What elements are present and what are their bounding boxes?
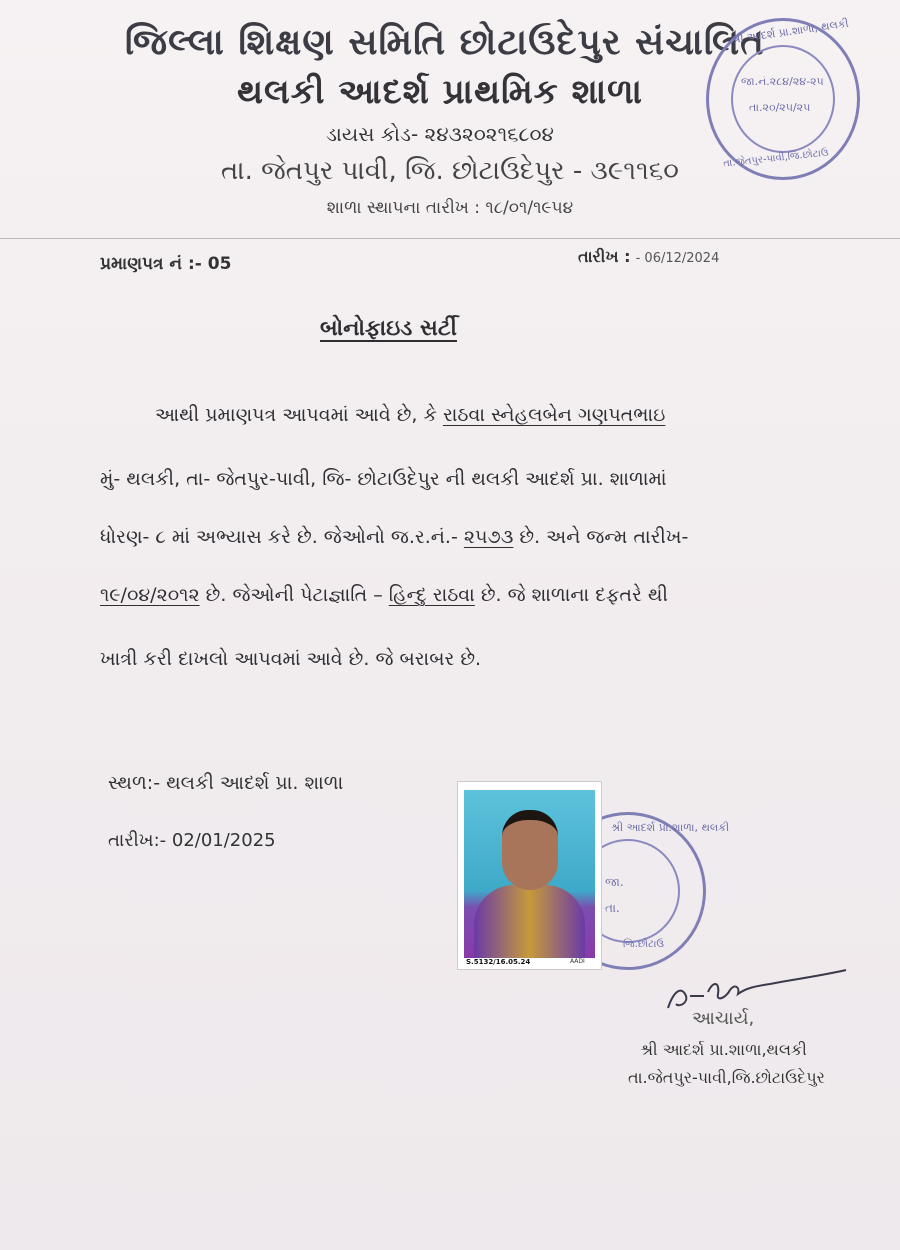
body-line-4 (100, 584, 820, 606)
stamp-date: તા. (605, 901, 620, 915)
date-of-birth: ૧૯/૦૪/૨૦૧૨ (100, 584, 200, 606)
issue-date: તારીખ:- 02/01/2025 (108, 830, 276, 851)
stamp-date: તા.૨૦/૨૫/૨૫ (749, 101, 811, 114)
stamp-inner-ring (731, 45, 835, 153)
photo-figure-face (502, 810, 558, 890)
body-line-3-text-b: છે. અને જન્મ તારીખ- (513, 526, 689, 548)
certificate-number (100, 254, 231, 274)
stamp-number: જા.નં.૨૮૪/૨૪-૨૫ (741, 75, 824, 88)
photo-caption: S.5132/16.05.24 (466, 958, 531, 966)
certificate-number-value: 05 (207, 254, 232, 274)
school-stamp-top (706, 18, 860, 180)
student-photo (457, 781, 602, 970)
certificate-date (578, 247, 719, 267)
issue-place: સ્થળ:- થલકી આદર્શ પ્રા. શાળા (108, 772, 344, 794)
sub-caste: હિન્દુ રાઠવા (388, 584, 475, 606)
certificate-date-label: તારીખ : (578, 247, 631, 266)
signatory-school: શ્રી આદર્શ પ્રા.શાળા,થલકી (640, 1040, 807, 1059)
stamp-bottom-text: તા.જેતપુર-પાવી,જિ.છોટાઉ (722, 147, 830, 170)
stamp-bottom-text: જિ.છોટાઉ (623, 939, 664, 950)
body-line-3 (100, 526, 820, 548)
dise-code: ડાયસ કોડ- ૨૪૩૨૦૨૧૬૮૦૪ (326, 122, 554, 146)
school-name: થલકી આદર્શ પ્રાથમિક શાળા (236, 72, 644, 112)
school-address: તા. જેતપુર પાવી, જિ. છોટાઉદેપુર - ૩૯૧૧૬૦ (221, 156, 679, 186)
established-date: શાળા સ્થાપના તારીખ : ૧૮/૦૧/૧૯૫૪ (326, 198, 574, 218)
photo-caption-right: AADI (570, 958, 585, 965)
body-line-4-text-b: છે. જે શાળાના દફતરે થી (474, 584, 668, 606)
principal-signature (660, 962, 850, 1022)
student-name: રાઠવા સ્નેહલબેન ગણપતભાઇ (442, 404, 666, 426)
certificate-title: બોનોફાઇડ સર્ટી (320, 316, 457, 341)
body-line-1-text: આથી પ્રમાણપત્ર આપવમાં આવે છે, કે (155, 404, 443, 426)
body-line-3-text-a: ધોરણ- ૮ માં અભ્યાસ કરે છે. જેઓનો જ.ર.નં.- (100, 526, 464, 548)
stamp-arc-text: શ્રી આદર્શ પ્રા.શાળા, થલકી (730, 16, 850, 47)
certificate-number-label: પ્રમાણપત્ર નં :- (100, 254, 202, 274)
gr-number: ૨૫૭૩ (463, 526, 514, 548)
stamp-number: જા. (605, 875, 624, 889)
stamp-arc-text: શ્રી આદર્શ પ્રા.શાળા, થલકી (611, 821, 730, 834)
body-line-2: મું- થલકી, તા- જેતપુર-પાવી, જિ- છોટાઉદેપુર ની થલકી આદર્શ પ્રા. શાળામાં (100, 468, 667, 490)
photo-figure-body (474, 885, 585, 958)
body-line-1 (155, 404, 875, 426)
body-line-4-text-a: છે. જેઓની પેટાજ્ઞાતિ – (199, 584, 389, 606)
certificate-date-value: - 06/12/2024 (635, 251, 720, 266)
body-line-5: ખાત્રી કરી દાખલો આપવમાં આવે છે. જે બરાબર છે. (100, 648, 482, 670)
header-divider (0, 238, 900, 239)
signatory-role: આચાર્ય, (692, 1008, 755, 1029)
header-line1: જિલ્લા શિક્ષણ સમિતિ છોટાઉદેપુર સંચાલિત (124, 22, 766, 63)
photo-image (464, 790, 595, 958)
signatory-place: તા.જેતપુર-પાવી,જિ.છોટાઉદેપુર (628, 1068, 825, 1087)
